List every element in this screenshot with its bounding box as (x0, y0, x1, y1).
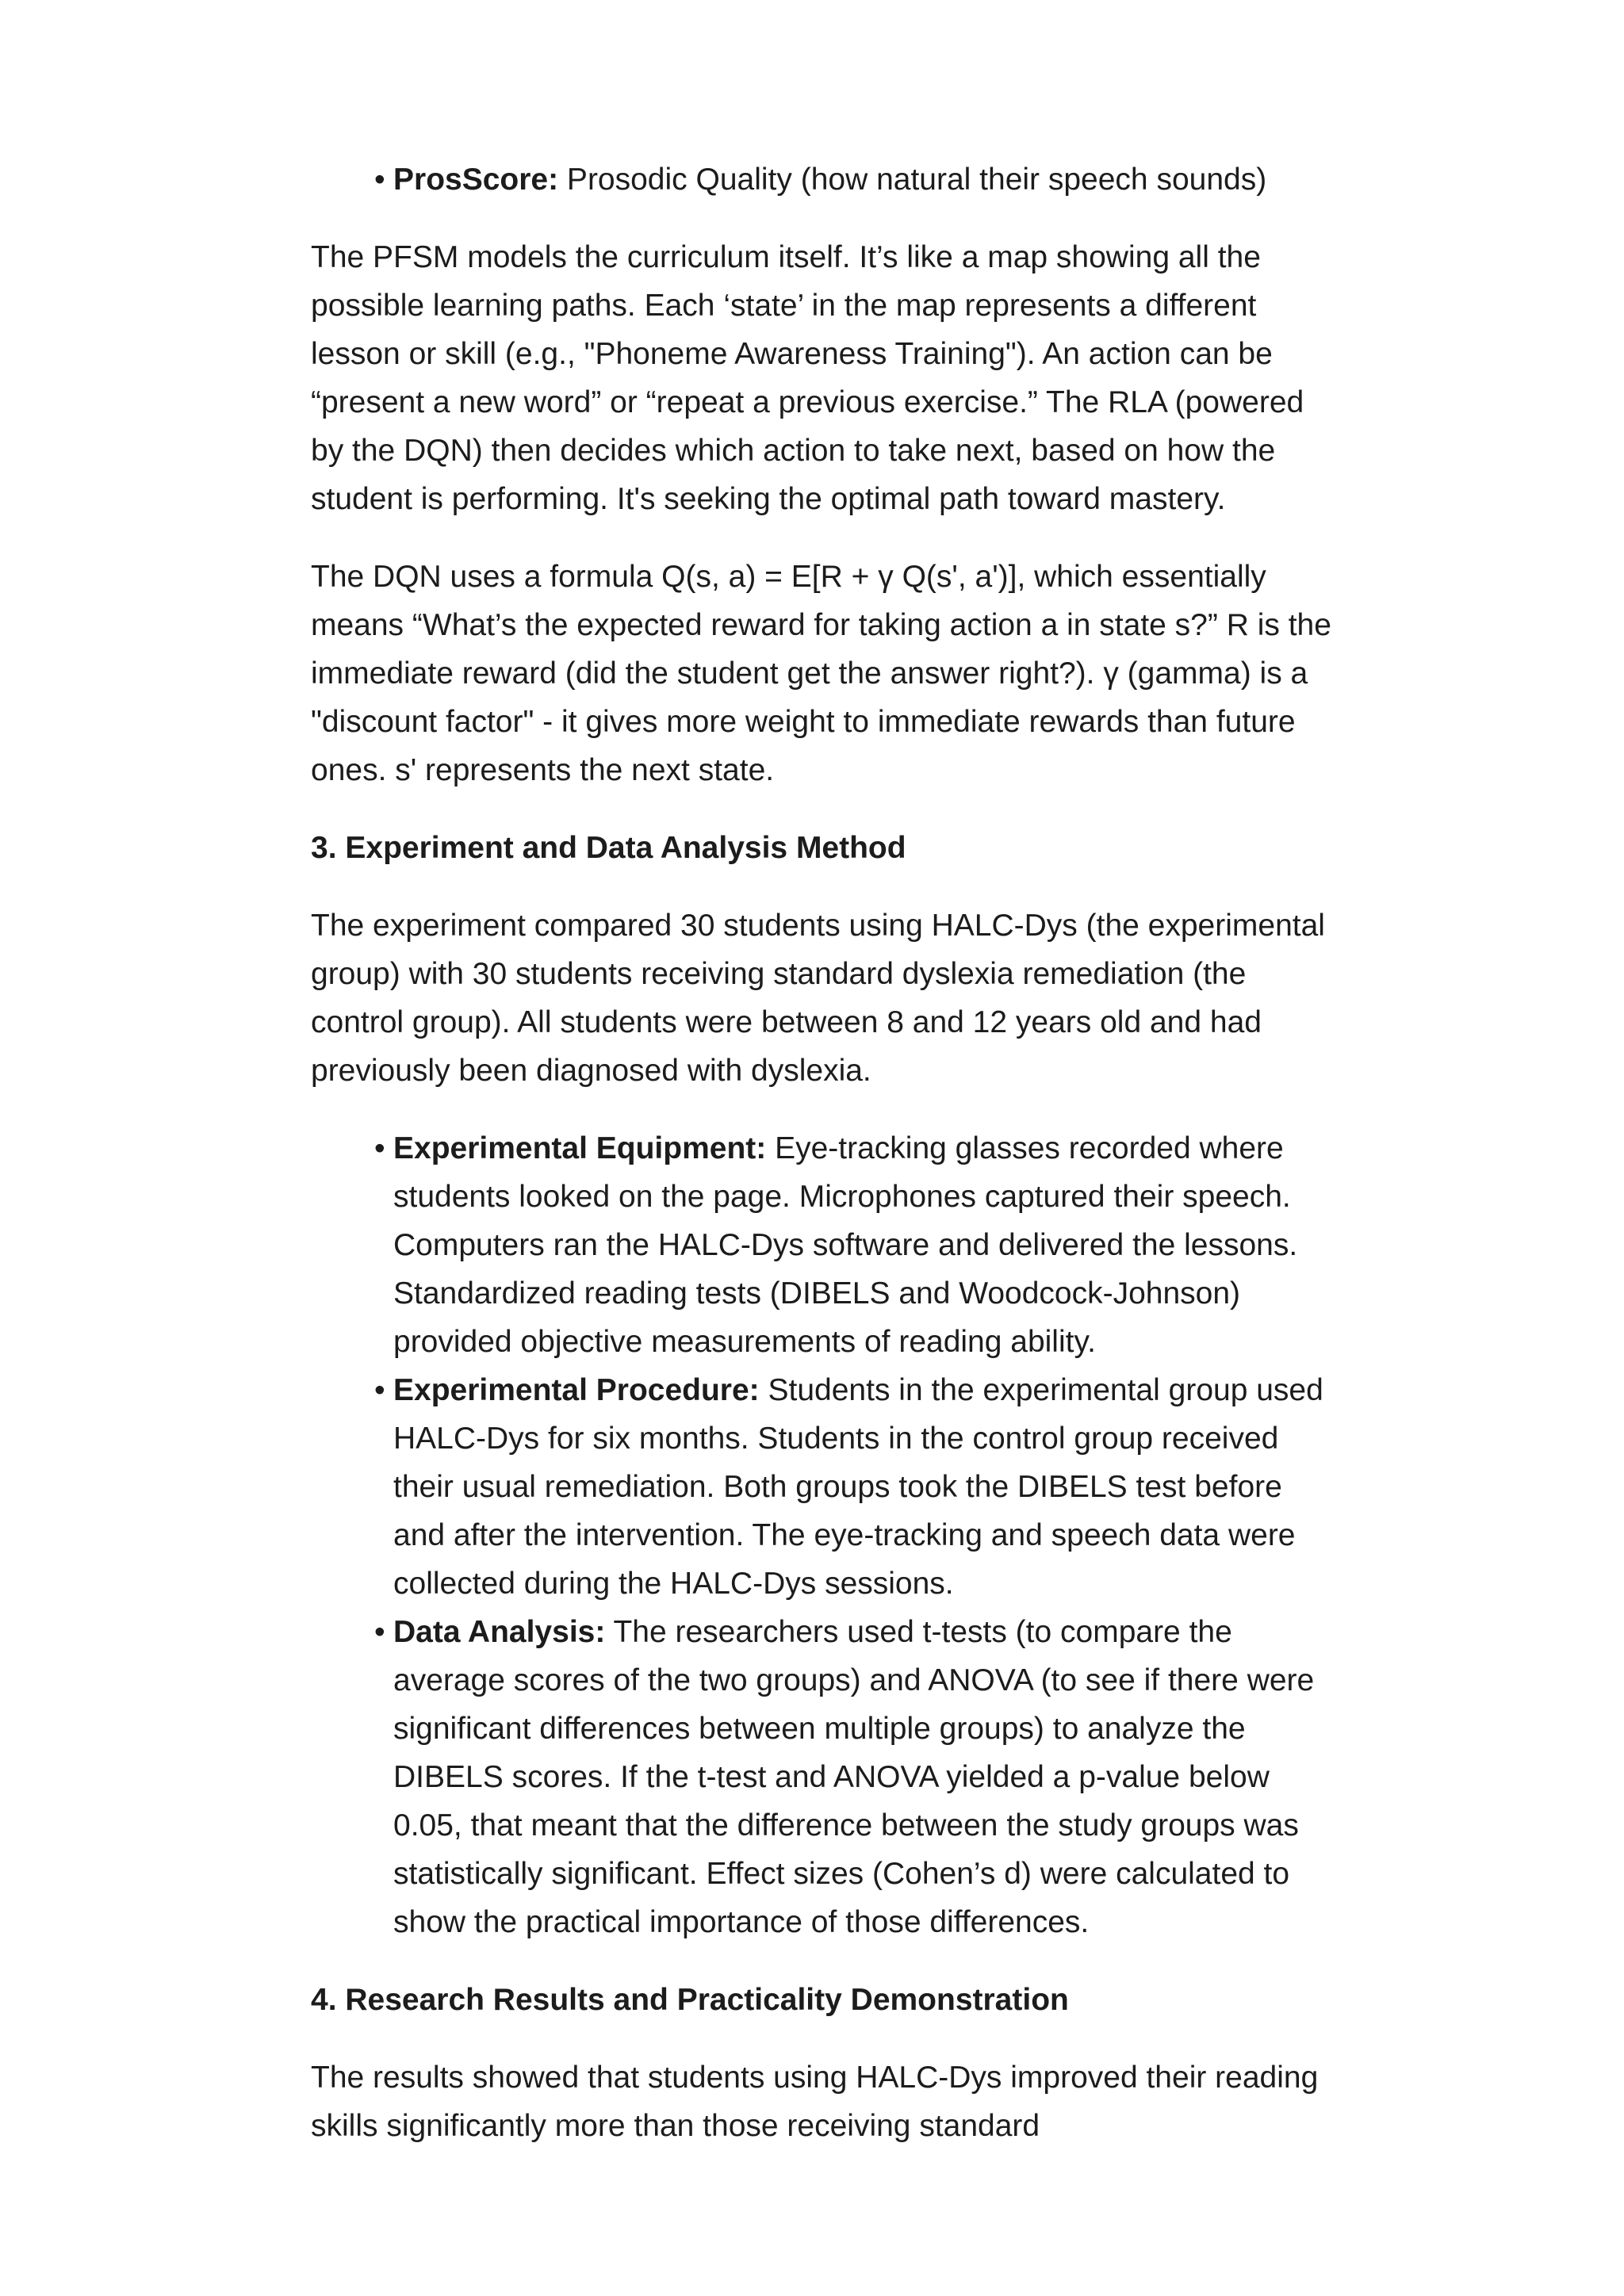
document-page (311, 155, 1342, 2179)
bullet-term: Data Analysis: (393, 1615, 606, 1649)
paragraph-results-intro: The results showed that students using HALC-Dys improved their reading skills significantly more than those receiving standard (311, 2061, 1319, 2143)
bullet-list-metrics (311, 155, 1342, 204)
list-item (393, 1124, 1342, 1366)
section-heading: 4. Research Results and Practicality Demonstration (311, 1983, 1069, 2017)
bullet-term: Experimental Equipment: (393, 1131, 767, 1165)
bullet-text: Prosodic Quality (how natural their speech sounds) (558, 163, 1267, 197)
bullet-list-experiment (311, 1124, 1342, 1946)
paragraph-experiment-intro: The experiment compared 30 students using HALC-Dys (the experimental group) with 30 students receiving standard dyslexia remediation (the control group). All students were between 8 and 12 years old and had previously been diagnosed with dyslexia. (311, 909, 1325, 1088)
bullet-text: Eye-tracking glasses recorded where students looked on the page. Microphones captured their speech. Computers ran the HALC-Dys software and delivered the lessons. Standardized reading tests (DIBELS and Woodcock-Johnson) provided objective measurements of reading ability. (393, 1131, 1298, 1359)
paragraph-dqn-formula: The DQN uses a formula Q(s, a) = E[R + γ Q(s', a')], which essentially means “What’s the expected reward for taking action a in state s?” R is the immediate reward (did the student get the answer right?). γ (gamma) is a "discount factor" - it gives more weight to immediate rewards than future ones. s' represents the next state. (311, 560, 1331, 787)
list-item (393, 155, 1342, 204)
list-item (393, 1366, 1342, 1608)
bullet-text: Students in the experimental group used HALC-Dys for six months. Students in the control group received their usual remediation. Both groups took the DIBELS test before and after the intervention. The eye-tracking and speech data were collected during the HALC-Dys sessions. (393, 1373, 1323, 1601)
list-item (393, 1608, 1342, 1946)
bullet-term: Experimental Procedure: (393, 1373, 760, 1407)
section-heading: 3. Experiment and Data Analysis Method (311, 831, 906, 865)
paragraph-pfsm: The PFSM models the curriculum itself. It’s like a map showing all the possible learning paths. Each ‘state’ in the map represents a different lesson or skill (e.g., "Phoneme Awareness Training"). An action can be “present a new word” or “repeat a previous exercise.” The RLA (powered by the DQN) then decides which action to take next, based on how the student is performing. It's seeking the optimal path toward mastery. (311, 240, 1304, 516)
bullet-term: ProsScore: (393, 163, 559, 197)
bullet-text: The researchers used t-tests (to compare the average scores of the two groups) and ANOVA (to see if there were significant differences between multiple groups) to analyze the DIBELS scores. If the t-test and ANOVA yielded a p-value below 0.05, that meant that the difference between the study groups was statistically significant. Effect sizes (Cohen’s d) were calculated to show the practical importance of those differences. (393, 1615, 1315, 1939)
